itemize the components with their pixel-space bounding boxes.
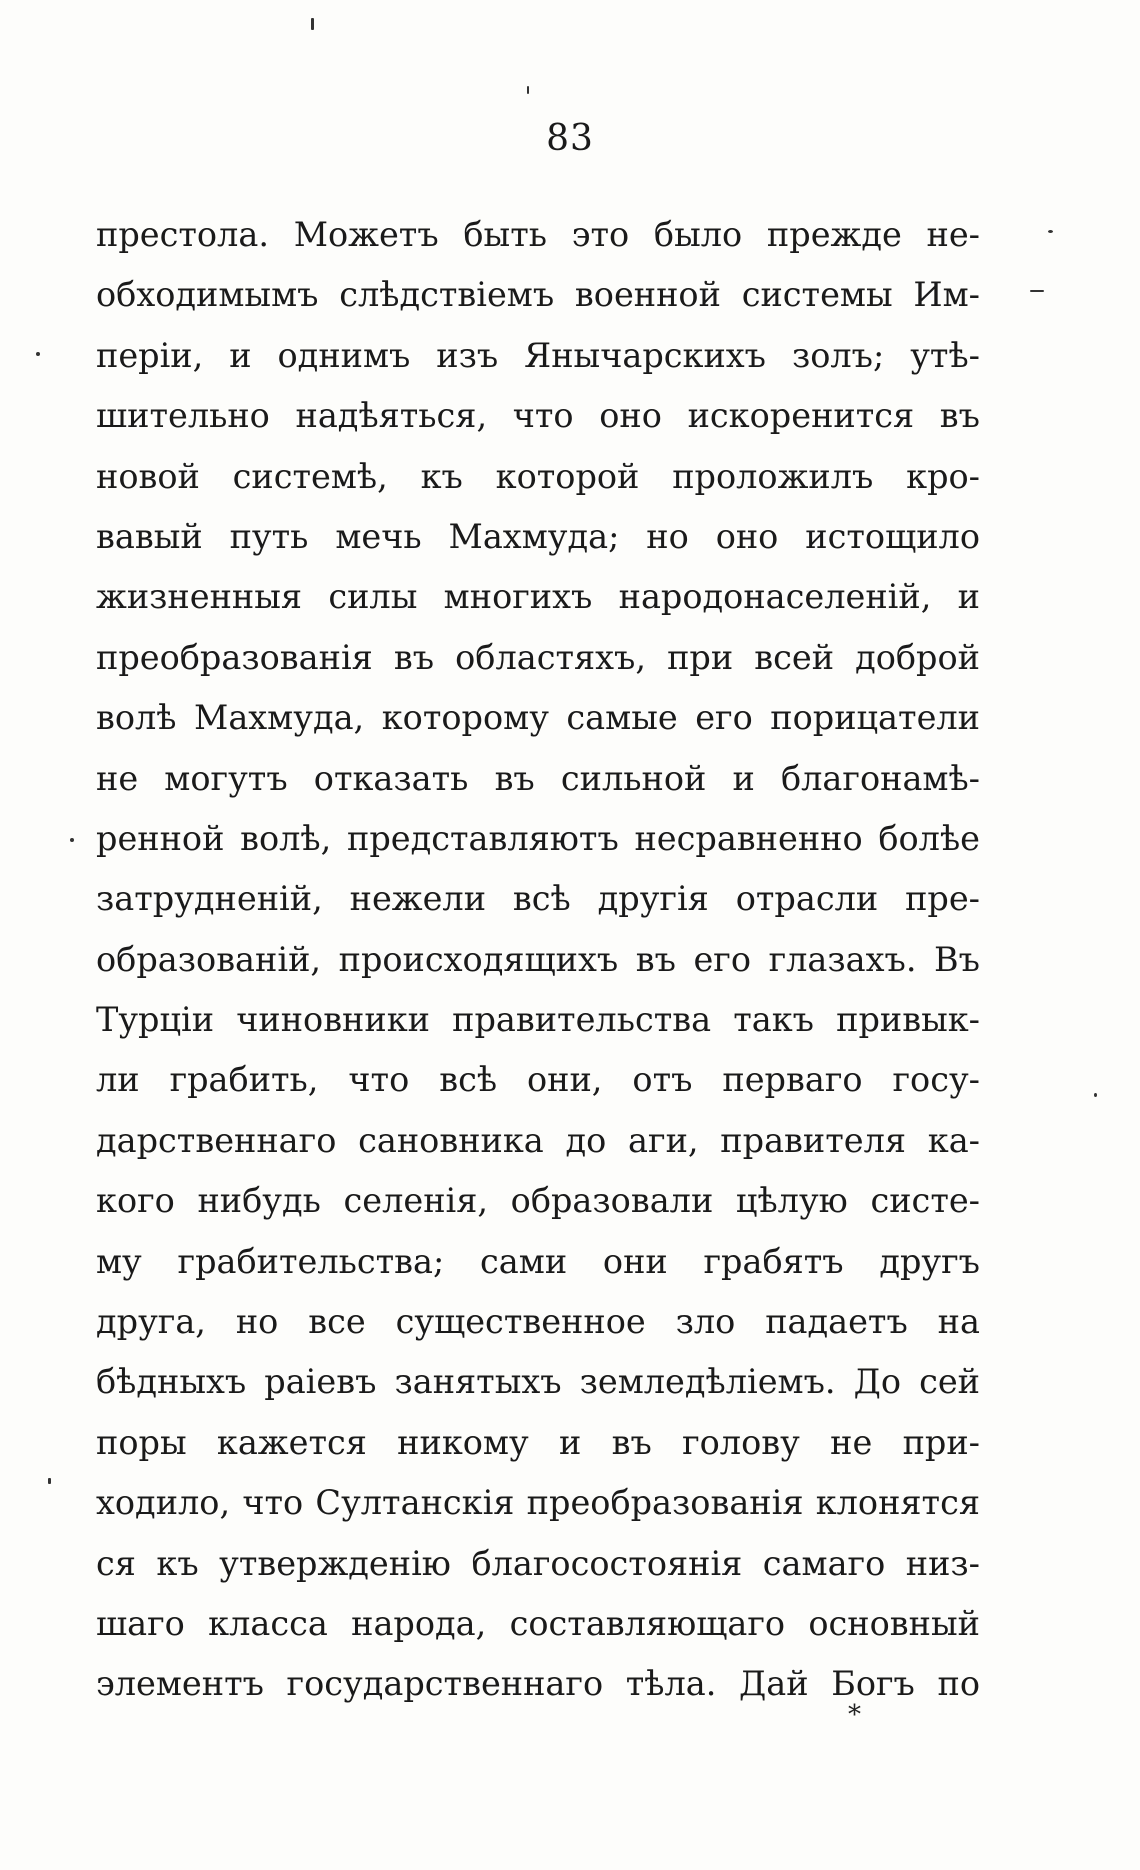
text-line: ли грабить, что всѣ они, отъ перваго госу- [96,1060,980,1100]
text-line: образованій, происходящихъ въ его глазахъ. Въ [96,939,980,979]
page-number: 83 [546,118,594,159]
footer-mark: * [848,1700,861,1730]
text-line: шаго класса народа, составляющаго основный [96,1603,980,1643]
text-line: поры кажется никому и въ голову не при- [96,1422,980,1462]
text-line: элементъ государственнаго тѣла. Дай Богъ по [96,1664,980,1704]
ink-speck [1030,290,1044,292]
text-line: му грабительства; сами они грабятъ другъ [96,1241,980,1281]
text-line: ходило, что Султанскія преобразованія клонятся [96,1483,980,1523]
ink-speck [70,838,74,842]
text-line: дарственнаго сановника до аги, правителя ка- [96,1120,980,1160]
ink-speck [311,18,314,30]
text-line: періи, и однимъ изъ Янычарскихъ золъ; утѣ- [96,335,980,375]
text-line: шительно надѣяться, что оно искоренится въ [96,396,980,436]
text-line: бѣдныхъ раіевъ занятыхъ земледѣліемъ. До сей [96,1362,980,1402]
text-line: вавый путь мечь Махмуда; но оно истощило [96,516,980,556]
text-line: друга, но все существенное зло падаетъ на [96,1302,980,1342]
ink-speck [36,352,40,356]
text-line: жизненныя силы многихъ народонаселеній, и [96,577,980,617]
text-line: ся къ утвержденію благосостоянія самаго низ- [96,1543,980,1583]
text-line: кого нибудь селенія, образовали цѣлую систе- [96,1181,980,1221]
text-line: ренной волѣ, представляютъ несравненно болѣе [96,818,980,858]
ink-speck [1048,230,1053,233]
text-line: не могутъ отказать въ сильной и благонамѣ- [96,758,980,798]
text-line: обходимымъ слѣдствіемъ военной системы Им- [96,275,980,315]
ink-speck [1094,1093,1097,1097]
text-line: волѣ Махмуда, которому самые его порицатели [96,698,980,738]
ink-speck [527,86,529,94]
text-line: престола. Можетъ быть это было прежде не- [96,215,980,254]
ink-speck [48,1478,51,1484]
text-line: преобразованія въ областяхъ, при всей доброй [96,637,980,677]
text-line: затрудненій, нежели всѣ другія отрасли пре- [96,879,980,919]
body-text [96,205,980,1715]
text-line: новой системѣ, къ которой проложилъ кро- [96,456,980,496]
text-line: Турціи чиновники правительства такъ привык- [96,1000,980,1040]
